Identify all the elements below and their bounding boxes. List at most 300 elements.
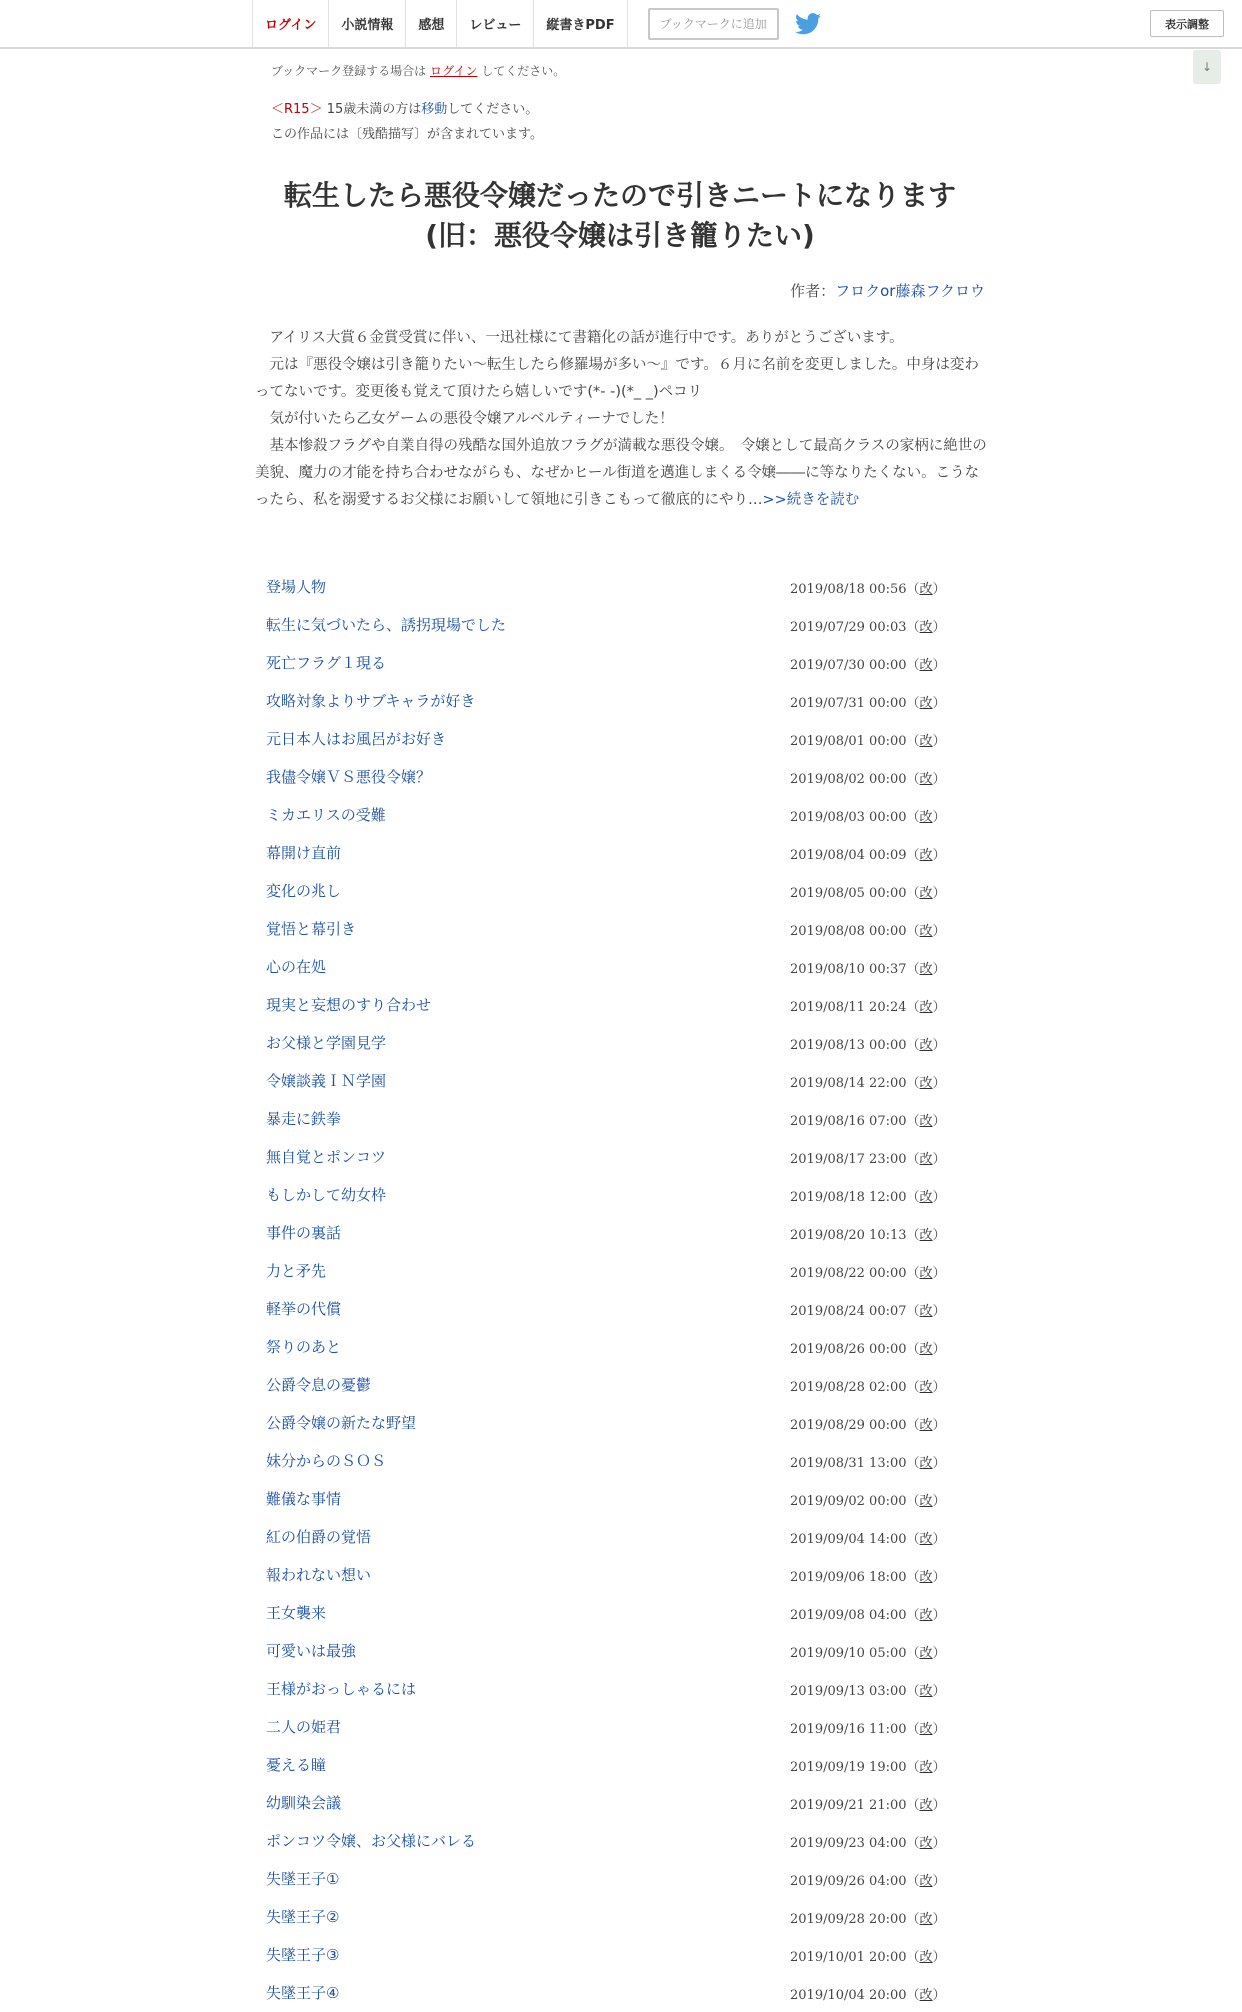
revised-bracket-close: ） (932, 582, 946, 597)
revised-bracket-open: （ (906, 1684, 920, 1699)
revised-bracket-close: ） (932, 924, 946, 939)
revised-bracket-close: ） (932, 1342, 946, 1357)
chapter-row (250, 796, 990, 834)
chapter-update-info (790, 1604, 946, 1623)
chapter-update-info (790, 1300, 946, 1319)
revised-marker[interactable]: 改 (919, 1532, 933, 1547)
revised-bracket-close: ） (932, 810, 946, 825)
chapter-title-link[interactable]: 可愛いは最強 (266, 1642, 357, 1660)
chapter-row (250, 1784, 990, 1822)
chapter-title-link[interactable]: 失墜王子① (266, 1870, 340, 1888)
revised-bracket-close: ） (932, 1038, 946, 1053)
chapter-row (250, 1974, 990, 2012)
revised-bracket-open: （ (906, 1912, 920, 1927)
revised-bracket-open: （ (906, 1988, 920, 2003)
main-nav (252, 0, 821, 47)
revised-bracket-open: （ (906, 1798, 920, 1813)
revised-bracket-open: （ (906, 1190, 920, 1205)
revised-bracket-close: ） (932, 1836, 946, 1851)
novel-summary (255, 325, 990, 514)
chapter-date: 2019/09/06 18:00 (790, 1570, 907, 1585)
revised-marker[interactable]: 改 (919, 962, 933, 977)
chapter-update-info (790, 1034, 946, 1053)
revised-bracket-open: （ (906, 1950, 920, 1965)
nav-vertical-pdf[interactable]: 縦書きPDF (534, 0, 627, 47)
revised-bracket-open: （ (906, 658, 920, 673)
chapter-date: 2019/08/05 00:00 (790, 886, 907, 901)
revised-bracket-open: （ (906, 1646, 920, 1661)
chapter-title-link[interactable]: 妹分からのＳＯＳ (266, 1452, 387, 1470)
chapter-update-info (790, 1262, 946, 1281)
chapter-title-link[interactable]: 二人の姫君 (266, 1718, 342, 1736)
chapter-date: 2019/08/31 13:00 (790, 1456, 907, 1471)
chapter-row (250, 1822, 990, 1860)
chapter-row (250, 644, 990, 682)
revised-marker[interactable]: 改 (919, 658, 933, 673)
chapter-update-info (790, 1452, 946, 1471)
chapter-title-link[interactable]: ミカエリスの受難 (266, 806, 386, 824)
chapter-row (250, 682, 990, 720)
chapter-row (250, 1366, 990, 1404)
revised-bracket-open: （ (906, 1836, 920, 1851)
revised-bracket-close: ） (932, 1912, 946, 1927)
author-link[interactable]: フロクor藤森フクロウ (835, 282, 985, 300)
chapter-update-info (790, 920, 946, 939)
title-line-1: 転生したら悪役令嬢だったので引きニートになります (283, 179, 956, 212)
revised-bracket-close: ） (932, 1570, 946, 1585)
revised-bracket-open: （ (906, 1266, 920, 1281)
chapter-row (250, 910, 990, 948)
revised-bracket-open: （ (906, 1456, 920, 1471)
chapter-title-link[interactable]: 憂える瞳 (266, 1756, 327, 1774)
revised-bracket-close: ） (932, 1304, 946, 1319)
revised-bracket-close: ） (932, 734, 946, 749)
revised-bracket-open: （ (906, 1494, 920, 1509)
chapter-title-link[interactable]: もしかして幼女枠 (266, 1186, 387, 1204)
chapter-title-link[interactable]: 幕開け直前 (266, 844, 342, 862)
chapter-date: 2019/08/08 00:00 (790, 924, 907, 939)
revised-bracket-close: ） (932, 1380, 946, 1395)
revised-bracket-open: （ (906, 1418, 920, 1433)
nav-novel-info[interactable]: 小説情報 (329, 0, 406, 47)
chapter-row (250, 1556, 990, 1594)
chapter-update-info (790, 1528, 946, 1547)
chapter-date: 2019/09/08 04:00 (790, 1608, 907, 1623)
chapter-title-link[interactable]: 無自覚とポンコツ (266, 1148, 387, 1166)
chapter-date: 2019/09/13 03:00 (790, 1684, 907, 1699)
chapter-row (250, 1024, 990, 1062)
chapter-row (250, 1936, 990, 1974)
revised-bracket-open: （ (906, 810, 920, 825)
chapter-date: 2019/08/17 23:00 (790, 1152, 907, 1167)
chapter-update-info (790, 1186, 946, 1205)
chapter-row (250, 1062, 990, 1100)
chapter-update-info (790, 1946, 946, 1965)
chapter-date: 2019/08/18 00:56 (790, 582, 907, 597)
chapter-update-info (790, 654, 946, 673)
chapter-title-link[interactable]: 事件の裏話 (266, 1224, 342, 1242)
revised-bracket-open: （ (906, 772, 920, 787)
chapter-title-link[interactable]: 力と矛先 (266, 1262, 327, 1280)
chapter-update-info (790, 1414, 946, 1433)
chapter-title-link[interactable]: 公爵令息の憂鬱 (266, 1376, 372, 1394)
revised-bracket-close: ） (932, 1228, 946, 1243)
revised-bracket-open: （ (906, 620, 920, 635)
revised-marker[interactable]: 改 (919, 1912, 933, 1927)
revised-marker[interactable]: 改 (919, 1874, 933, 1889)
revised-marker[interactable]: 改 (919, 620, 933, 635)
chapter-row (250, 1632, 990, 1670)
chapter-update-info (790, 1870, 946, 1889)
chapter-title-link[interactable]: 失墜王子④ (266, 1984, 340, 2002)
chapter-row (250, 986, 990, 1024)
move-link[interactable]: 移動 (421, 102, 448, 117)
chapter-title-link[interactable]: 覚悟と幕引き (266, 920, 357, 938)
chapter-title-link[interactable]: 我儘令嬢ＶＳ悪役令嬢？ (266, 768, 432, 786)
revised-bracket-close: ） (932, 1798, 946, 1813)
title-line-2: (旧：悪役令嬢は引き籠りたい) (425, 219, 815, 252)
cruelty-notice: この作品には〔残酷描写〕が含まれています。 (271, 127, 543, 142)
chapter-update-info (790, 1908, 946, 1927)
author-info (790, 280, 985, 301)
chapter-title-link[interactable]: 王様がおっしゃるには (266, 1680, 417, 1698)
chapter-date: 2019/08/10 00:37 (790, 962, 907, 977)
revised-bracket-close: ） (932, 1646, 946, 1661)
summary-line: 元は『悪役令嬢は引き籠りたい～転生したら修羅場が多い～』です。６月に名前を変更しました。中身は変わってないです。変更後も覚えて頂けたら嬉しいです(*- -)(*_ _)ペコリ (255, 357, 979, 400)
revised-marker[interactable]: 改 (919, 1988, 933, 2003)
revised-bracket-open: （ (906, 1000, 920, 1015)
chapter-update-info (790, 1756, 946, 1775)
chapter-row (250, 720, 990, 758)
chapter-row (250, 872, 990, 910)
chapter-date: 2019/09/16 11:00 (790, 1722, 907, 1737)
revised-bracket-close: ） (932, 886, 946, 901)
chapter-title-link[interactable]: 登場人物 (266, 578, 327, 596)
chapter-update-info (790, 578, 946, 597)
chapter-date: 2019/09/02 00:00 (790, 1494, 907, 1509)
nav-review[interactable]: レビュー (457, 0, 534, 47)
chapter-date: 2019/08/18 12:00 (790, 1190, 907, 1205)
chapter-date: 2019/09/23 04:00 (790, 1836, 907, 1851)
bookmark-login-link[interactable]: ログイン (430, 64, 478, 78)
chapter-row (250, 1138, 990, 1176)
revised-marker[interactable]: 改 (919, 1418, 933, 1433)
revised-bracket-close: ） (932, 1076, 946, 1091)
revised-bracket-open: （ (906, 696, 920, 711)
chapter-update-info (790, 806, 946, 825)
chapter-row (250, 1214, 990, 1252)
chapter-date: 2019/09/26 04:00 (790, 1874, 907, 1889)
revised-bracket-open: （ (906, 1380, 920, 1395)
chapter-update-info (790, 844, 946, 863)
revised-bracket-open: （ (906, 1228, 920, 1243)
revised-bracket-close: ） (932, 1684, 946, 1699)
revised-marker[interactable]: 改 (919, 1228, 933, 1243)
revised-marker[interactable]: 改 (919, 1684, 933, 1699)
revised-bracket-close: ） (932, 772, 946, 787)
chapter-date: 2019/08/02 00:00 (790, 772, 907, 787)
chapter-date: 2019/07/31 00:00 (790, 696, 907, 711)
revised-bracket-close: ） (932, 1532, 946, 1547)
revised-bracket-close: ） (932, 1152, 946, 1167)
revised-marker[interactable]: 改 (919, 1266, 933, 1281)
chapter-row (250, 1708, 990, 1746)
chapter-update-info (790, 1680, 946, 1699)
revised-bracket-close: ） (932, 1494, 946, 1509)
chapter-update-info (790, 1224, 946, 1243)
chapter-title-link[interactable]: 失墜王子② (266, 1908, 340, 1926)
chapter-update-info (790, 1072, 946, 1091)
chapter-row (250, 1518, 990, 1556)
chapter-date: 2019/08/01 00:00 (790, 734, 907, 749)
chapter-date: 2019/10/01 20:00 (790, 1950, 907, 1965)
revised-marker[interactable]: 改 (919, 1950, 933, 1965)
chapter-title-link[interactable]: 幼馴染会議 (266, 1794, 342, 1812)
chapter-title-link[interactable]: 転生に気づいたら、誘拐現場でした (266, 616, 507, 634)
age-notice-text: 15歳未満の方は (326, 102, 422, 117)
revised-bracket-open: （ (906, 1342, 920, 1357)
revised-marker[interactable]: 改 (919, 1380, 933, 1395)
revised-bracket-open: （ (906, 924, 920, 939)
author-label: 作者： (790, 282, 836, 300)
chapter-title-link[interactable]: 心の在処 (266, 958, 327, 976)
chapter-title-link[interactable]: 紅の伯爵の覚悟 (266, 1528, 372, 1546)
chapter-update-info (790, 1110, 946, 1129)
revised-bracket-open: （ (906, 1152, 920, 1167)
revised-bracket-open: （ (906, 1532, 920, 1547)
revised-marker[interactable]: 改 (919, 886, 933, 901)
chapter-row (250, 1860, 990, 1898)
chapter-row (250, 758, 990, 796)
r15-label: ＜R15＞ (271, 102, 323, 117)
revised-bracket-close: ） (932, 1190, 946, 1205)
chapter-update-info (790, 1566, 946, 1585)
revised-marker[interactable]: 改 (919, 1570, 933, 1585)
chapter-title-link[interactable]: 現実と妄想のすり合わせ (266, 996, 432, 1014)
chapter-row (250, 568, 990, 606)
chapter-row (250, 606, 990, 644)
revised-bracket-close: ） (932, 1000, 946, 1015)
chapter-row (250, 1898, 990, 1936)
revised-bracket-open: （ (906, 1608, 920, 1623)
revised-marker[interactable]: 改 (919, 1304, 933, 1319)
revised-marker[interactable]: 改 (919, 810, 933, 825)
twitter-icon[interactable] (795, 13, 821, 35)
summary-line: アイリス大賞６金賞受賞に伴い、一迅社様にて書籍化の話が進行中です。ありがとうございます。 (255, 330, 904, 346)
revised-bracket-close: ） (932, 1114, 946, 1129)
chapter-title-link[interactable]: 元日本人はお風呂がお好き (266, 730, 447, 748)
revised-bracket-open: （ (906, 734, 920, 749)
chapter-date: 2019/08/14 22:00 (790, 1076, 907, 1091)
revised-bracket-open: （ (906, 1874, 920, 1889)
add-bookmark-button[interactable]: ブックマークに追加 (648, 8, 779, 40)
chapter-title-link[interactable]: 報われない想い (266, 1566, 372, 1584)
chapter-row (250, 1442, 990, 1480)
chapter-date: 2019/08/28 02:00 (790, 1380, 907, 1395)
chapter-title-link[interactable]: 令嬢談義ＩＮ学園 (266, 1072, 387, 1090)
revised-marker[interactable]: 改 (919, 1038, 933, 1053)
revised-marker[interactable]: 改 (919, 1456, 933, 1471)
chapter-update-info (790, 958, 946, 977)
revised-marker[interactable]: 改 (919, 582, 933, 597)
revised-bracket-open: （ (906, 848, 920, 863)
chapter-title-link[interactable]: 王女襲来 (266, 1604, 327, 1622)
chapter-date: 2019/09/19 19:00 (790, 1760, 907, 1775)
revised-bracket-close: ） (932, 848, 946, 863)
chapter-date: 2019/08/29 00:00 (790, 1418, 907, 1433)
novel-title (260, 176, 980, 256)
chapter-date: 2019/08/03 00:00 (790, 810, 907, 825)
revised-marker[interactable]: 改 (919, 1494, 933, 1509)
age-notice (271, 98, 538, 117)
chapter-row (250, 1100, 990, 1138)
revised-bracket-open: （ (906, 1760, 920, 1775)
revised-bracket-close: ） (932, 620, 946, 635)
chapter-date: 2019/09/04 14:00 (790, 1532, 907, 1547)
chapter-title-link[interactable]: お父様と学園見学 (266, 1034, 387, 1052)
chapter-date: 2019/08/16 07:00 (790, 1114, 907, 1129)
revised-bracket-close: ） (932, 1266, 946, 1281)
read-more-link[interactable]: >>続きを読む (762, 492, 860, 508)
revised-marker[interactable]: 改 (919, 1190, 933, 1205)
revised-bracket-close: ） (932, 1722, 946, 1737)
chapter-title-link[interactable]: 公爵令嬢の新たな野望 (266, 1414, 417, 1432)
chapter-update-info (790, 1832, 946, 1851)
chapter-update-info (790, 1984, 946, 2003)
chapter-date: 2019/08/24 00:07 (790, 1304, 907, 1319)
header-bar (0, 0, 1242, 49)
revised-marker[interactable]: 改 (919, 1798, 933, 1813)
revised-marker[interactable]: 改 (919, 1000, 933, 1015)
revised-bracket-close: ） (932, 1456, 946, 1471)
chapter-row (250, 1252, 990, 1290)
chapter-update-info (790, 1794, 946, 1813)
revised-marker[interactable]: 改 (919, 1836, 933, 1851)
chapter-date: 2019/09/21 21:00 (790, 1798, 907, 1813)
revised-marker[interactable]: 改 (919, 1342, 933, 1357)
chapter-date: 2019/08/22 00:00 (790, 1266, 907, 1281)
revised-bracket-open: （ (906, 1722, 920, 1737)
revised-bracket-close: ） (932, 1608, 946, 1623)
chapter-update-info (790, 616, 946, 635)
chapter-date: 2019/08/20 10:13 (790, 1228, 907, 1243)
chapter-update-info (790, 1718, 946, 1737)
chapter-date: 2019/08/11 20:24 (790, 1000, 907, 1015)
revised-bracket-close: ） (932, 1950, 946, 1965)
summary-line-text: 基本惨殺フラグや自業自得の残酷な国外追放フラグが満載な悪役令嬢。 令嬢として最高クラスの家柄に絶世の美貌、魔力の才能を持ち合わせながらも、なぜかヒール街道を邁進しまくる令嬢――に等なりたくない。こうなったら、私を溺愛するお父様にお願いして領地に引きこもって徹底的にやり… (255, 438, 987, 508)
chapter-row (250, 834, 990, 872)
revised-bracket-close: ） (932, 1988, 946, 2003)
chapter-update-info (790, 1376, 946, 1395)
chapter-update-info (790, 1338, 946, 1357)
revised-bracket-open: （ (906, 1038, 920, 1053)
revised-marker[interactable]: 改 (919, 1076, 933, 1091)
chapter-list (250, 568, 990, 2012)
revised-bracket-open: （ (906, 962, 920, 977)
revised-bracket-close: ） (932, 696, 946, 711)
chapter-title-link[interactable]: 祭りのあと (266, 1338, 342, 1356)
revised-marker[interactable]: 改 (919, 1608, 933, 1623)
revised-bracket-close: ） (932, 1874, 946, 1889)
chapter-title-link[interactable]: 変化の兆し (266, 882, 342, 900)
chapter-title-link[interactable]: 暴走に鉄拳 (266, 1110, 342, 1128)
scroll-down-button[interactable]: ↓ (1193, 50, 1221, 84)
chapter-date: 2019/07/29 00:03 (790, 620, 907, 635)
chapter-update-info (790, 996, 946, 1015)
chapter-row (250, 1746, 990, 1784)
chapter-date: 2019/08/26 00:00 (790, 1342, 907, 1357)
chapter-update-info (790, 768, 946, 787)
bookmark-notice-suffix: してください。 (481, 64, 566, 78)
display-settings-button[interactable]: 表示調整 (1150, 10, 1224, 37)
revised-marker[interactable]: 改 (919, 1646, 933, 1661)
chapter-update-info (790, 882, 946, 901)
bookmark-notice (271, 62, 565, 79)
chapter-row (250, 948, 990, 986)
chapter-update-info (790, 1490, 946, 1509)
revised-marker[interactable]: 改 (919, 1722, 933, 1737)
revised-marker[interactable]: 改 (919, 772, 933, 787)
nav-login[interactable]: ログイン (252, 0, 329, 47)
revised-marker[interactable]: 改 (919, 696, 933, 711)
chapter-date: 2019/08/13 00:00 (790, 1038, 907, 1053)
age-notice-suffix: してください。 (447, 102, 539, 117)
chapter-row (250, 1290, 990, 1328)
nav-impressions[interactable]: 感想 (406, 0, 457, 47)
summary-line: 気が付いたら乙女ゲームの悪役令嬢アルベルティーナでした！ (255, 411, 674, 427)
chapter-row (250, 1670, 990, 1708)
revised-bracket-close: ） (932, 962, 946, 977)
revised-marker[interactable]: 改 (919, 1760, 933, 1775)
chapter-row (250, 1480, 990, 1518)
revised-bracket-open: （ (906, 1570, 920, 1585)
chapter-row (250, 1404, 990, 1442)
chapter-title-link[interactable]: 難儀な事情 (266, 1490, 342, 1508)
chapter-title-link[interactable]: 軽挙の代償 (266, 1300, 342, 1318)
chapter-row (250, 1176, 990, 1214)
chapter-title-link[interactable]: 失墜王子③ (266, 1946, 340, 1964)
chapter-date: 2019/09/28 20:00 (790, 1912, 907, 1927)
revised-bracket-close: ） (932, 1760, 946, 1775)
revised-marker[interactable]: 改 (919, 1114, 933, 1129)
revised-bracket-open: （ (906, 1076, 920, 1091)
chapter-date: 2019/07/30 00:00 (790, 658, 907, 673)
chapter-update-info (790, 1642, 946, 1661)
revised-marker[interactable]: 改 (919, 848, 933, 863)
chapter-date: 2019/10/04 20:00 (790, 1988, 907, 2003)
chapter-title-link[interactable]: ポンコツ令嬢、お父様にバレる (266, 1832, 477, 1850)
revised-bracket-close: ） (932, 1418, 946, 1433)
revised-bracket-open: （ (906, 582, 920, 597)
revised-bracket-open: （ (906, 1114, 920, 1129)
chapter-update-info (790, 692, 946, 711)
revised-marker[interactable]: 改 (919, 734, 933, 749)
revised-bracket-open: （ (906, 1304, 920, 1319)
chapter-title-link[interactable]: 死亡フラグ１現る (266, 654, 387, 672)
revised-marker[interactable]: 改 (919, 924, 933, 939)
revised-bracket-open: （ (906, 886, 920, 901)
summary-line (255, 433, 990, 514)
chapter-row (250, 1594, 990, 1632)
chapter-update-info (790, 1148, 946, 1167)
chapter-update-info (790, 730, 946, 749)
chapter-date: 2019/08/04 00:09 (790, 848, 907, 863)
chapter-date: 2019/09/10 05:00 (790, 1646, 907, 1661)
revised-marker[interactable]: 改 (919, 1152, 933, 1167)
chapter-row (250, 1328, 990, 1366)
bookmark-notice-prefix: ブックマーク登録する場合は (271, 64, 427, 78)
chapter-title-link[interactable]: 攻略対象よりサブキャラが好き (266, 692, 476, 710)
